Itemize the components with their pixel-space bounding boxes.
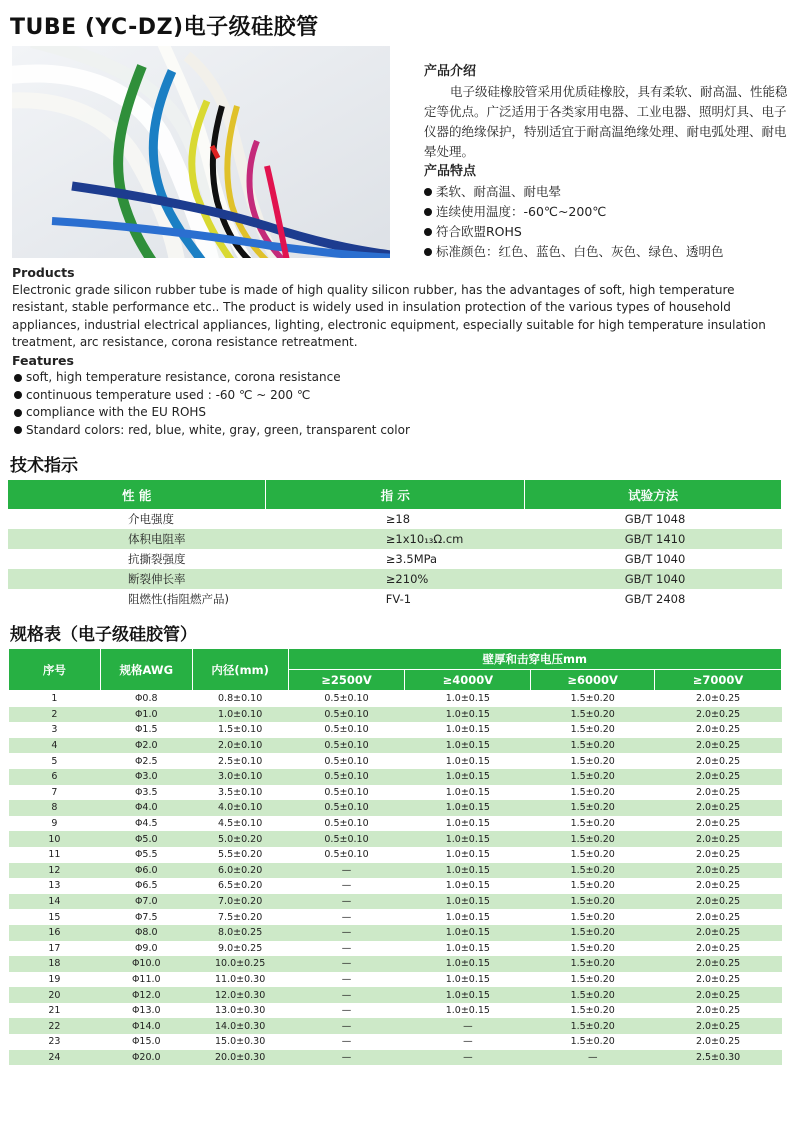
spec-cell-6000v: 1.5±0.20 [531, 925, 655, 941]
spec-cell-id: 3.0±0.10 [192, 769, 288, 785]
en-feature-item: Standard colors: red, blue, white, gray, green, transparent color [14, 422, 790, 440]
spec-cell-6000v: 1.5±0.20 [570, 1005, 615, 1017]
spec-cell-7000v: 2.0±0.25 [695, 724, 741, 736]
tech-cell-value: ≥3.5MPa [385, 552, 438, 566]
spec-cell-no: 24 [9, 1050, 101, 1066]
spec-row [9, 753, 782, 769]
spec-row [9, 894, 782, 910]
spec-cell-no: 8 [9, 800, 101, 816]
spec-cell-awg: Φ2.5 [134, 755, 158, 767]
spec-cell-4000v: 1.0±0.15 [445, 818, 490, 830]
spec-cell-id: 7.0±0.20 [192, 894, 288, 910]
spec-cell-7000v: 2.0±0.25 [655, 925, 782, 941]
page-title: TUBE (YC-DZ)电子级硅胶管 [10, 15, 319, 40]
spec-cell-7000v: 2.0±0.25 [695, 942, 741, 954]
spec-cell-6000v: 1.5±0.20 [531, 894, 655, 910]
spec-cell-no: 22 [9, 1018, 101, 1034]
spec-cell-no: 2 [9, 707, 101, 723]
spec-cell-7000v: 2.0±0.25 [695, 818, 741, 830]
spec-cell-awg: Φ0.8 [134, 693, 158, 705]
spec-cell-id: 5.0±0.20 [192, 831, 288, 847]
cn-feature-item: 柔软、耐高温、耐电晕 [424, 182, 790, 202]
spec-cell-7000v: 2.0±0.25 [695, 693, 741, 705]
cn-features-heading: 产品特点 [424, 164, 477, 179]
spec-cell-no: 4 [9, 738, 101, 754]
spec-cell-2500v: — [341, 880, 352, 892]
spec-cell-awg: Φ14.0 [100, 1018, 192, 1034]
tech-row [8, 529, 782, 549]
spec-cell-2500v: 0.5±0.10 [288, 738, 405, 754]
spec-cell-awg: Φ6.5 [134, 880, 158, 892]
tech-row [8, 569, 782, 589]
tech-row [8, 589, 782, 609]
spec-cell-awg: Φ7.0 [100, 894, 192, 910]
spec-cell-no: 16 [9, 925, 101, 941]
tech-cell-method: GB/T 1040 [525, 569, 782, 589]
tech-cell-property: 介电强度 [128, 512, 174, 526]
spec-cell-no: 10 [9, 831, 101, 847]
tech-cell-method: GB/T 1040 [624, 552, 686, 566]
spec-section-title: 规格表（电子级硅胶管） [10, 625, 197, 645]
spec-cell-6000v: 1.5±0.20 [570, 693, 615, 705]
spec-cell-no: 14 [9, 894, 101, 910]
tech-header-row [8, 480, 782, 509]
bullet-icon [424, 208, 432, 216]
spec-cell-id: 10.0±0.25 [192, 956, 288, 972]
spec-cell-awg: Φ6.0 [100, 863, 192, 879]
spec-cell-7000v: 2.0±0.25 [695, 755, 741, 767]
spec-cell-4000v: 1.0±0.15 [405, 956, 531, 972]
spec-cell-4000v: — [405, 1018, 531, 1034]
spec-cell-awg: Φ15.0 [131, 1036, 161, 1048]
spec-row [9, 691, 782, 707]
spec-cell-awg: Φ12.0 [100, 987, 192, 1003]
en-feature-item: compliance with the EU ROHS [14, 404, 790, 422]
cn-introduction [424, 62, 790, 262]
spec-cell-awg: Φ2.0 [100, 738, 192, 754]
spec-header-row [9, 649, 782, 670]
spec-cell-no: 6 [9, 769, 101, 785]
spec-cell-7000v: 2.0±0.25 [695, 973, 741, 985]
spec-cell-id: 20.0±0.30 [192, 1050, 288, 1066]
spec-cell-awg: Φ1.0 [100, 707, 192, 723]
spec-cell-id: 7.5±0.20 [218, 911, 263, 923]
spec-cell-7000v: 2.0±0.25 [655, 738, 782, 754]
en-features-heading: Features [12, 352, 74, 368]
en-feature-item: soft, high temperature resistance, corona resistance [14, 369, 790, 387]
spec-cell-7000v: 2.0±0.25 [655, 1018, 782, 1034]
spec-cell-4000v: 1.0±0.15 [445, 973, 490, 985]
spec-cell-7000v: 2.0±0.25 [655, 800, 782, 816]
spec-cell-7000v: 2.0±0.25 [695, 849, 741, 861]
spec-table [8, 648, 782, 1065]
tech-cell-method: GB/T 1048 [624, 512, 686, 526]
tech-table [8, 480, 782, 609]
spec-row [9, 972, 782, 988]
spec-cell-4000v: 1.0±0.15 [445, 911, 490, 923]
spec-cell-no: 13 [48, 880, 61, 892]
bullet-icon [14, 409, 22, 417]
spec-cell-7000v: 2.0±0.25 [695, 880, 741, 892]
spec-cell-id: 13.0±0.30 [215, 1005, 266, 1017]
spec-cell-id: 15.0±0.30 [215, 1036, 266, 1048]
spec-cell-awg: Φ9.0 [134, 942, 158, 954]
spec-cell-id: 6.5±0.20 [218, 880, 263, 892]
spec-cell-6000v: 1.5±0.20 [531, 738, 655, 754]
spec-cell-id: 5.5±0.20 [218, 849, 263, 861]
cn-feature-item: 连续使用温度：-60℃~200℃ [424, 202, 790, 222]
spec-cell-2500v: — [288, 925, 405, 941]
spec-header-volt: ≥6000V [531, 670, 655, 691]
spec-header-volt: ≥4000V [405, 670, 531, 691]
tech-header-property: 性 能 [8, 480, 266, 509]
bullet-icon [424, 188, 432, 196]
spec-cell-7000v: 2.0±0.25 [655, 987, 782, 1003]
spec-row [9, 722, 782, 738]
spec-cell-no: 3 [51, 724, 58, 736]
spec-cell-no: 1 [51, 693, 58, 705]
spec-cell-7000v: 2.0±0.25 [695, 911, 741, 923]
spec-cell-no: 7 [51, 786, 58, 798]
spec-cell-2500v: — [341, 973, 352, 985]
spec-cell-6000v: 1.5±0.20 [570, 755, 615, 767]
spec-cell-6000v: 1.5±0.20 [531, 707, 655, 723]
spec-row [9, 847, 782, 863]
spec-cell-6000v: 1.5±0.20 [570, 724, 615, 736]
spec-cell-6000v: 1.5±0.20 [531, 800, 655, 816]
spec-cell-4000v: 1.0±0.15 [445, 942, 490, 954]
spec-cell-4000v: 1.0±0.15 [405, 894, 531, 910]
spec-cell-2500v: — [341, 911, 352, 923]
spec-cell-2500v: 0.5±0.10 [324, 724, 369, 736]
spec-cell-id: 0.8±0.10 [218, 693, 263, 705]
spec-row [9, 956, 782, 972]
spec-cell-7000v: 2.0±0.25 [695, 1005, 741, 1017]
spec-cell-no: 9 [51, 818, 58, 830]
spec-cell-2500v: 0.5±0.10 [288, 800, 405, 816]
en-feature-item: continuous temperature used : -60 ℃ ~ 200 ℃ [14, 387, 790, 405]
spec-cell-no: 23 [48, 1036, 61, 1048]
spec-cell-2500v: — [288, 1018, 405, 1034]
spec-cell-7000v: 2.0±0.25 [695, 1036, 741, 1048]
tech-cell-value: ≥18 [385, 512, 411, 526]
spec-cell-id: 8.0±0.25 [192, 925, 288, 941]
spec-cell-awg: Φ4.5 [134, 818, 158, 830]
tech-cell-property: 断裂伸长率 [8, 569, 266, 589]
tech-cell-value: ≥210% [266, 569, 525, 589]
tech-cell-property: 抗撕裂强度 [128, 552, 186, 566]
spec-cell-no: 21 [48, 1005, 61, 1017]
spec-row [9, 878, 782, 894]
spec-cell-6000v: 1.5±0.20 [531, 831, 655, 847]
cn-intro-text: 电子级硅橡胶管采用优质硅橡胶，具有柔软、耐高温、性能稳定等优点。广泛适用于各类家用电器、工业电器、照明灯具、电子仪器的绝缘保护，特别适宜于耐高温绝缘处理、耐电弧处理、耐电晕处理。 [424, 84, 788, 159]
spec-cell-no: 17 [48, 942, 61, 954]
spec-cell-4000v: 1.0±0.15 [405, 800, 531, 816]
spec-row [9, 909, 782, 925]
spec-cell-2500v: 0.5±0.10 [288, 831, 405, 847]
spec-header-no: 序号 [9, 649, 101, 691]
spec-row [9, 738, 782, 754]
spec-cell-id: 2.0±0.10 [192, 738, 288, 754]
spec-cell-4000v: 1.0±0.15 [445, 880, 490, 892]
spec-cell-4000v: 1.0±0.15 [405, 738, 531, 754]
tech-cell-method: GB/T 1410 [525, 529, 782, 549]
spec-cell-6000v: — [531, 1050, 655, 1066]
tech-cell-property: 阻燃性(指阻燃产品) [128, 592, 229, 606]
spec-cell-2500v: 0.5±0.10 [324, 693, 369, 705]
spec-cell-7000v: 2.0±0.25 [695, 786, 741, 798]
spec-cell-awg: Φ4.0 [100, 800, 192, 816]
tech-section-title: 技术指示 [10, 456, 78, 476]
tech-cell-value: ≥1x10₁₃Ω.cm [266, 529, 525, 549]
spec-header-group: 壁厚和击穿电压mm [288, 649, 781, 670]
spec-header-awg: 规格AWG [100, 649, 192, 691]
en-products-text: Electronic grade silicon rubber tube is made of high quality silicon rubber, has the advantages of soft, high temperature resistant, stable performance etc.. The product is widely used in insulation protection of the various types of household appliances, industrial electrical appliances, lighting, electronic equipment, especially suitable for high temperature insulation treatment, arc resistance, corona resistance retreatment. [12, 282, 766, 349]
spec-cell-2500v: 0.5±0.10 [324, 849, 369, 861]
spec-cell-4000v: 1.0±0.15 [405, 987, 531, 1003]
spec-cell-4000v: — [463, 1036, 473, 1048]
spec-cell-2500v: 0.5±0.10 [288, 707, 405, 723]
spec-cell-6000v: 1.5±0.20 [570, 942, 615, 954]
spec-row [9, 769, 782, 785]
spec-cell-2500v: — [341, 1036, 352, 1048]
spec-cell-2500v: 0.5±0.10 [324, 786, 369, 798]
spec-row [9, 1003, 782, 1019]
spec-cell-id: 11.0±0.30 [215, 973, 266, 985]
spec-row [9, 987, 782, 1003]
spec-cell-2500v: — [288, 1050, 405, 1066]
spec-cell-awg: Φ11.0 [131, 973, 161, 985]
spec-cell-6000v: 1.5±0.20 [570, 880, 615, 892]
spec-cell-no: 19 [48, 973, 61, 985]
spec-cell-4000v: 1.0±0.15 [405, 769, 531, 785]
cn-intro-heading: 产品介绍 [424, 64, 477, 79]
spec-cell-4000v: 1.0±0.15 [445, 693, 490, 705]
spec-cell-awg: Φ1.5 [134, 724, 158, 736]
en-products-heading: Products [12, 265, 75, 280]
spec-row [9, 1034, 782, 1050]
spec-cell-2500v: — [288, 863, 405, 879]
spec-cell-2500v: 0.5±0.10 [324, 755, 369, 767]
spec-cell-awg: Φ3.5 [134, 786, 158, 798]
spec-cell-6000v: 1.5±0.20 [531, 769, 655, 785]
spec-header-volt: ≥2500V [288, 670, 405, 691]
spec-cell-no: 20 [9, 987, 101, 1003]
spec-cell-awg: Φ20.0 [100, 1050, 192, 1066]
tech-header-value: 指 示 [266, 480, 525, 509]
spec-cell-6000v: 1.5±0.20 [570, 1036, 615, 1048]
spec-row [9, 941, 782, 957]
spec-cell-6000v: 1.5±0.20 [570, 973, 615, 985]
spec-cell-4000v: 1.0±0.15 [405, 831, 531, 847]
bullet-icon [424, 228, 432, 236]
bullet-icon [14, 426, 22, 434]
spec-cell-id: 14.0±0.30 [192, 1018, 288, 1034]
spec-cell-id: 3.5±0.10 [218, 786, 263, 798]
spec-cell-id: 4.0±0.10 [192, 800, 288, 816]
spec-cell-4000v: 1.0±0.15 [405, 707, 531, 723]
cn-feature-item: 符合欧盟ROHS [424, 222, 790, 242]
tech-cell-property: 体积电阻率 [8, 529, 266, 549]
tech-row [8, 549, 782, 569]
spec-cell-4000v: — [405, 1050, 531, 1066]
spec-cell-awg: Φ5.5 [134, 849, 158, 861]
spec-cell-id: 9.0±0.25 [218, 942, 263, 954]
spec-cell-awg: Φ8.0 [100, 925, 192, 941]
spec-cell-4000v: 1.0±0.15 [445, 724, 490, 736]
spec-cell-6000v: 1.5±0.20 [531, 1018, 655, 1034]
spec-cell-id: 6.0±0.20 [192, 863, 288, 879]
spec-cell-no: 12 [9, 863, 101, 879]
spec-cell-2500v: — [288, 894, 405, 910]
spec-cell-id: 1.0±0.10 [192, 707, 288, 723]
spec-cell-no: 15 [48, 911, 61, 923]
spec-cell-2500v: 0.5±0.10 [324, 818, 369, 830]
spec-cell-4000v: 1.0±0.15 [405, 863, 531, 879]
tech-row [8, 509, 782, 529]
spec-cell-id: 2.5±0.10 [218, 755, 263, 767]
spec-cell-6000v: 1.5±0.20 [570, 849, 615, 861]
spec-cell-6000v: 1.5±0.20 [531, 956, 655, 972]
spec-row [9, 707, 782, 723]
spec-cell-2500v: — [341, 942, 352, 954]
spec-cell-2500v: 0.5±0.10 [288, 769, 405, 785]
spec-cell-2500v: — [288, 987, 405, 1003]
spec-cell-2500v: — [288, 956, 405, 972]
cn-feature-item: 标准颜色：红色、蓝色、白色、灰色、绿色、透明色 [424, 242, 790, 262]
spec-cell-2500v: — [341, 1005, 352, 1017]
spec-cell-6000v: 1.5±0.20 [570, 818, 615, 830]
spec-cell-awg: Φ13.0 [131, 1005, 161, 1017]
spec-cell-7000v: 2.0±0.25 [655, 707, 782, 723]
spec-cell-no: 11 [48, 849, 61, 861]
spec-cell-6000v: 1.5±0.20 [531, 863, 655, 879]
spec-cell-id: 4.5±0.10 [218, 818, 263, 830]
spec-cell-4000v: 1.0±0.15 [445, 1005, 490, 1017]
spec-cell-7000v: 2.0±0.25 [655, 831, 782, 847]
spec-row [9, 831, 782, 847]
spec-cell-4000v: 1.0±0.15 [405, 925, 531, 941]
spec-row [9, 1018, 782, 1034]
bullet-icon [14, 391, 22, 399]
tech-cell-method: GB/T 2408 [624, 592, 686, 606]
spec-row [9, 785, 782, 801]
bullet-icon [14, 374, 22, 382]
spec-cell-awg: Φ10.0 [100, 956, 192, 972]
spec-row [9, 800, 782, 816]
product-photo [12, 46, 390, 258]
spec-cell-6000v: 1.5±0.20 [570, 911, 615, 923]
spec-row [9, 925, 782, 941]
spec-cell-awg: Φ3.0 [100, 769, 192, 785]
spec-cell-awg: Φ5.0 [100, 831, 192, 847]
tech-cell-value: FV-1 [385, 592, 412, 606]
spec-header-id: 内径(mm) [192, 649, 288, 691]
spec-cell-4000v: 1.0±0.15 [445, 849, 490, 861]
spec-row [9, 863, 782, 879]
spec-row [9, 816, 782, 832]
spec-cell-awg: Φ7.5 [134, 911, 158, 923]
spec-row [9, 1050, 782, 1066]
spec-cell-4000v: 1.0±0.15 [445, 786, 490, 798]
spec-cell-7000v: 2.5±0.30 [655, 1050, 782, 1066]
spec-cell-7000v: 2.0±0.25 [655, 894, 782, 910]
en-description [12, 264, 790, 439]
spec-cell-7000v: 2.0±0.25 [655, 863, 782, 879]
spec-cell-7000v: 2.0±0.25 [655, 769, 782, 785]
spec-cell-no: 18 [9, 956, 101, 972]
spec-header-volt: ≥7000V [655, 670, 782, 691]
spec-cell-no: 5 [51, 755, 58, 767]
spec-cell-id: 1.5±0.10 [218, 724, 263, 736]
tech-header-method: 试验方法 [525, 480, 782, 509]
spec-cell-7000v: 2.0±0.25 [655, 956, 782, 972]
spec-cell-4000v: 1.0±0.15 [445, 755, 490, 767]
spec-cell-id: 12.0±0.30 [192, 987, 288, 1003]
spec-cell-6000v: 1.5±0.20 [570, 786, 615, 798]
spec-cell-6000v: 1.5±0.20 [531, 987, 655, 1003]
bullet-icon [424, 248, 432, 256]
